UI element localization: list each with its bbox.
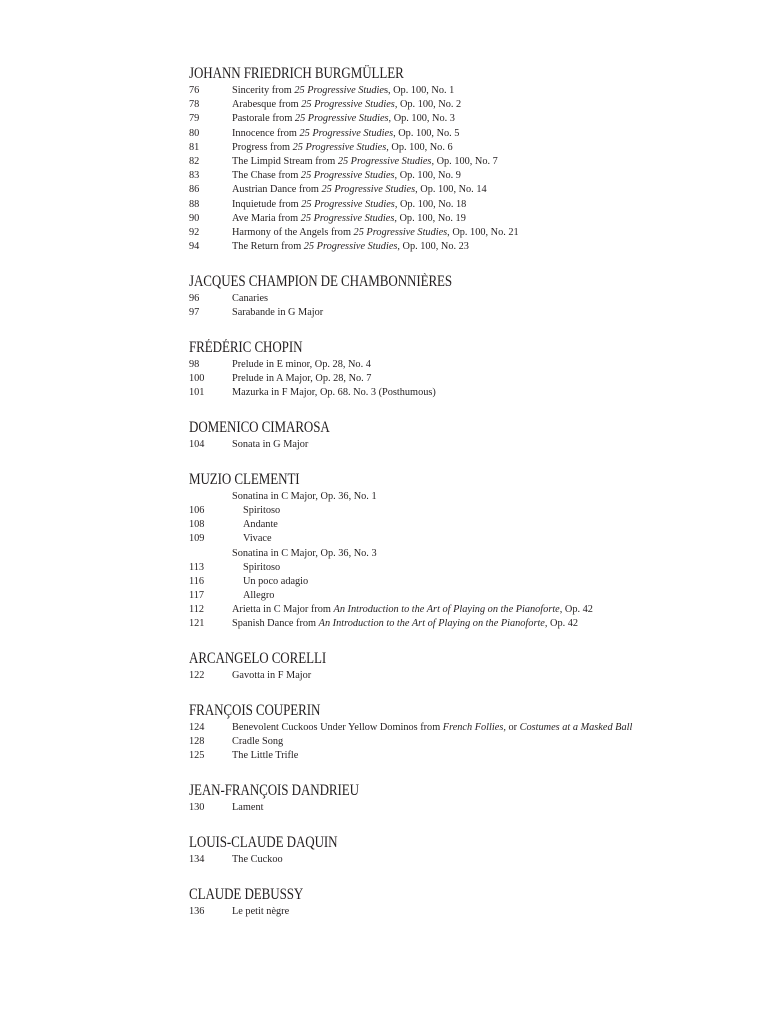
title-text: Gavotta in F Major — [232, 670, 312, 682]
piece-title — [232, 735, 283, 749]
title-text: The Limpid Stream from — [232, 155, 338, 167]
toc-entry — [189, 438, 749, 452]
piece-title — [232, 669, 311, 683]
composer-heading: JOHANN FRIEDRICH BURGMÜLLER — [189, 65, 404, 82]
piece-title — [232, 226, 519, 240]
toc-entry — [189, 183, 749, 197]
page-number — [189, 490, 232, 504]
toc-entry — [189, 386, 749, 400]
title-text: The Cuckoo — [232, 853, 283, 865]
page-number: 86 — [189, 184, 200, 196]
page-number: 101 — [189, 387, 205, 399]
piece-title — [232, 853, 283, 867]
toc-entry — [189, 169, 749, 183]
page-number: 116 — [189, 575, 205, 587]
page-number: 122 — [189, 670, 205, 682]
collection-title: 25 Progressive Studies — [300, 212, 395, 224]
title-text: The Return from — [232, 241, 304, 253]
composer-heading: DOMENICO CIMAROSA — [189, 418, 330, 436]
toc-entry — [189, 358, 749, 372]
page-number: 100 — [189, 373, 205, 384]
collection-title: 25 Progressive Studies — [292, 141, 387, 153]
title-text: Un poco adagio — [243, 575, 309, 587]
composer-heading: LOUIS-CLAUDE DAQUIN — [189, 833, 338, 851]
piece-title — [232, 98, 461, 112]
piece-title — [232, 112, 455, 126]
title-text: Prelude in A Major, Op. 28, No. 7 — [232, 373, 372, 384]
title-text: Prelude in E minor, Op. 28, No. 4 — [232, 358, 371, 370]
title-text: Vivace — [243, 533, 272, 545]
piece-title — [232, 905, 289, 919]
composer-heading: ARCANGELO CORELLI — [189, 650, 327, 668]
page-number: 109 — [189, 533, 205, 545]
toc-entry — [189, 853, 749, 867]
piece-title — [232, 386, 436, 400]
composer-heading: CLAUDE DEBUSSY — [189, 885, 304, 903]
composer-section — [189, 65, 749, 254]
collection-title: 25 Progressive Studies — [321, 184, 416, 196]
title-text: Sincerity from — [232, 85, 295, 96]
title-text: Mazurka in F Major, Op. 68. No. 3 (Posthumous) — [232, 387, 436, 399]
section-spacer — [189, 683, 749, 702]
page-number: 108 — [189, 519, 205, 531]
toc-entry — [189, 575, 749, 589]
piece-title — [232, 547, 377, 561]
toc-entry — [189, 306, 749, 320]
title-text: , Op. 100, No. 21 — [447, 226, 519, 238]
page-number: 79 — [189, 113, 200, 125]
collection-title: 25 Progressive Studies — [301, 198, 395, 210]
title-text: Lament — [232, 802, 264, 814]
toc-entry — [189, 240, 749, 254]
toc-entry — [189, 112, 749, 126]
title-text: Innocence from — [232, 127, 300, 139]
title-text: or — [505, 722, 520, 733]
toc-entry — [189, 603, 749, 617]
toc-entry — [189, 801, 749, 815]
section-spacer — [189, 764, 749, 783]
piece-title — [232, 169, 461, 183]
piece-title — [232, 292, 268, 306]
piece-title — [232, 438, 308, 452]
piece-title — [232, 141, 453, 155]
title-text: Inquietude from — [232, 198, 302, 210]
title-text: Spiritoso — [243, 504, 281, 516]
title-text: Spanish Dance from — [232, 618, 319, 630]
piece-title — [232, 84, 454, 98]
title-text: Spiritoso — [243, 561, 281, 573]
movement-title — [232, 532, 272, 546]
page-number: 96 — [189, 292, 200, 304]
toc-entry — [189, 617, 749, 631]
composer-section — [189, 273, 749, 320]
piece-title — [232, 240, 469, 254]
page-number: 88 — [189, 198, 200, 210]
piece-title — [232, 183, 487, 197]
piece-title — [232, 358, 371, 372]
title-text: Allegro — [243, 590, 275, 602]
title-text: , Op. 100, No. 6 — [386, 141, 453, 153]
page-number: 80 — [189, 127, 200, 139]
composer-section — [189, 471, 749, 632]
title-text: s, Op. 100, No. 1 — [383, 85, 455, 96]
piece-title — [232, 198, 466, 212]
title-text: Austrian Dance from — [232, 184, 322, 196]
page-number: 90 — [189, 212, 200, 224]
movement-title — [232, 589, 274, 603]
page-number: 94 — [189, 241, 200, 253]
page-number: 130 — [189, 802, 205, 814]
piece-title — [232, 603, 593, 617]
piece-title — [232, 801, 263, 815]
title-text: Harmony of the Angels from — [232, 226, 354, 238]
table-of-contents — [189, 65, 749, 919]
collection-title: 25 Progressive Studies — [301, 99, 395, 111]
piece-title — [232, 155, 498, 169]
composer-section — [189, 419, 749, 452]
toc-entry — [189, 141, 749, 155]
title-text: , Op. 100, No. 5 — [393, 127, 460, 139]
title-text: , Op. 42 — [559, 604, 593, 616]
collection-title: French Follies, — [442, 722, 506, 733]
title-text: , Op. 100, No. 2 — [394, 99, 462, 111]
toc-entry — [189, 84, 749, 98]
toc-entry — [189, 721, 749, 735]
toc-entry — [189, 127, 749, 141]
composer-section — [189, 834, 749, 867]
collection-title: 25 Progressive Studies — [303, 241, 398, 253]
title-text: , Op. 100, No. 14 — [415, 184, 487, 196]
page-number: 76 — [189, 85, 200, 96]
toc-entry — [189, 155, 749, 169]
collection-title: An Introduction to the Art of Playing on the Pianoforte — [333, 604, 560, 616]
toc-entry — [189, 292, 749, 306]
title-text: Benevolent Cuckoos Under Yellow Dominos from — [232, 722, 443, 733]
title-text: Arabesque from — [232, 99, 302, 111]
page-number: 112 — [189, 604, 205, 616]
title-text: Arietta in C Major from — [232, 604, 334, 616]
toc-entry — [189, 735, 749, 749]
section-spacer — [189, 815, 749, 834]
piece-title — [232, 490, 377, 504]
page-number: 136 — [189, 905, 205, 917]
section-spacer — [189, 320, 749, 339]
movement-title — [232, 504, 280, 518]
page-number: 124 — [189, 722, 205, 733]
composer-section — [189, 650, 749, 683]
collection-title: An Introduction to the Art of Playing on the Pianoforte — [318, 618, 545, 630]
page-number: 82 — [189, 155, 200, 167]
collection-title: Costumes at a Masked Ball — [519, 722, 633, 733]
page-number: 83 — [189, 170, 200, 182]
page-number: 128 — [189, 736, 205, 748]
piece-title — [232, 372, 371, 386]
composer-section — [189, 702, 749, 764]
movement-title — [232, 518, 278, 532]
title-text: Canaries — [232, 292, 269, 304]
section-spacer — [189, 254, 749, 273]
title-text: Sonatina in C Major, Op. 36, No. 1 — [232, 490, 377, 502]
section-spacer — [189, 632, 749, 651]
title-text: , Op. 100, No. 3 — [388, 113, 455, 125]
page-number: 104 — [189, 438, 205, 450]
title-text: Cradle Song — [232, 736, 284, 748]
page-number: 121 — [189, 618, 205, 630]
piece-title — [232, 617, 578, 631]
composer-heading: JACQUES CHAMPION DE CHAMBONNIÈRES — [189, 272, 453, 290]
title-text: , Op. 42 — [544, 618, 579, 630]
toc-entry — [189, 547, 749, 561]
toc-entry — [189, 212, 749, 226]
toc-entry — [189, 905, 749, 919]
title-text: , Op. 100, No. 19 — [394, 212, 466, 224]
toc-entry — [189, 589, 749, 603]
page-number: 81 — [189, 141, 200, 153]
toc-entry — [189, 561, 749, 575]
page-number: 97 — [189, 307, 200, 319]
toc-entry — [189, 518, 749, 532]
page-number: 117 — [189, 590, 205, 602]
section-spacer — [189, 867, 749, 886]
collection-title: 25 Progressive Studies — [300, 170, 395, 182]
toc-entry — [189, 372, 749, 386]
toc-entry — [189, 749, 749, 763]
title-text: , Op. 100, No. 7 — [431, 155, 498, 167]
title-text: Le petit nègre — [232, 905, 290, 917]
page-number: 98 — [189, 358, 200, 370]
composer-heading: FRANÇOIS COUPERIN — [189, 702, 321, 719]
title-text: , Op. 100, No. 18 — [394, 198, 467, 210]
composer-heading: FRÉDÉRIC CHOPIN — [189, 338, 303, 356]
page-number: 78 — [189, 99, 200, 111]
toc-entry — [189, 504, 749, 518]
toc-entry — [189, 532, 749, 546]
movement-title — [232, 575, 308, 589]
section-spacer — [189, 400, 749, 419]
toc-entry — [189, 669, 749, 683]
title-text: The Little Trifle — [232, 750, 299, 762]
toc-entry — [189, 198, 749, 212]
composer-heading: MUZIO CLEMENTI — [189, 470, 300, 488]
section-spacer — [189, 452, 749, 471]
title-text: Sonatina in C Major, Op. 36, No. 3 — [232, 547, 377, 559]
title-text: Ave Maria from — [232, 212, 301, 224]
title-text: Pastorale from — [232, 113, 295, 125]
title-text: Sarabande in G Major — [232, 307, 324, 319]
toc-entry — [189, 226, 749, 240]
piece-title — [232, 721, 632, 735]
composer-section — [189, 782, 749, 815]
toc-entry — [189, 98, 749, 112]
composer-section — [189, 339, 749, 401]
title-text: The Chase from — [232, 170, 301, 182]
collection-title: 25 Progressive Studies — [353, 226, 448, 238]
movement-title — [232, 561, 280, 575]
toc-entry — [189, 490, 749, 504]
page-number: 113 — [189, 561, 205, 573]
collection-title: 25 Progressive Studie — [294, 85, 384, 96]
title-text: , Op. 100, No. 9 — [394, 170, 461, 182]
page-number: 125 — [189, 750, 205, 762]
title-text: , Op. 100, No. 23 — [397, 241, 469, 253]
page-number — [189, 547, 232, 561]
composer-heading: JEAN-FRANÇOIS DANDRIEU — [189, 782, 359, 800]
composer-section — [189, 886, 749, 919]
piece-title — [232, 212, 466, 226]
piece-title — [232, 306, 323, 320]
collection-title: 25 Progressive Studies — [299, 127, 394, 139]
piece-title — [232, 127, 459, 141]
page-number: 134 — [189, 853, 205, 865]
title-text: Andante — [243, 519, 278, 531]
page-number: 92 — [189, 226, 200, 238]
collection-title: 25 Progressive Studies — [294, 113, 389, 125]
title-text: Progress from — [232, 141, 293, 153]
page-number: 106 — [189, 504, 205, 516]
piece-title — [232, 749, 298, 763]
collection-title: 25 Progressive Studies — [337, 155, 432, 167]
title-text: Sonata in G Major — [232, 438, 309, 450]
